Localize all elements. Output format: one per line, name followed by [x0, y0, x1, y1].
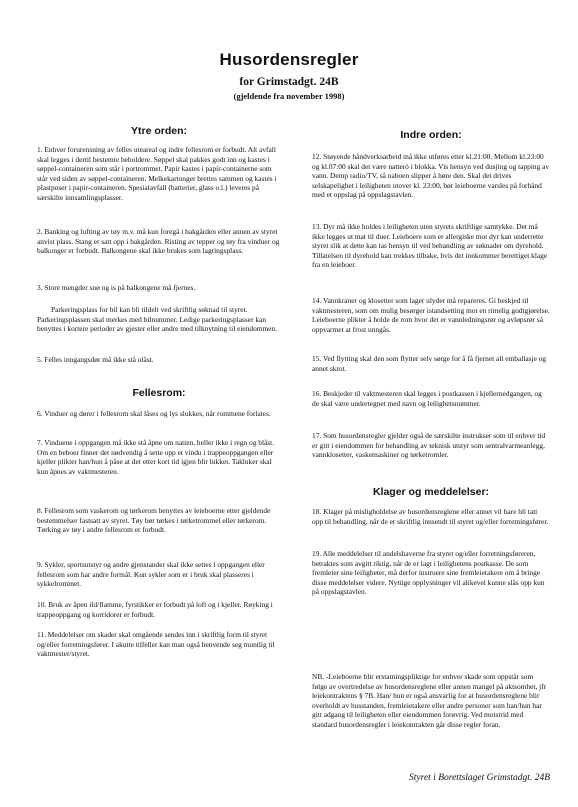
- rule-4: Parkeringsplass for bil kan bli tildelt ved skriftlig søknad til styret. Parkeringsplassen skal merkes med bilnummer. Ledige parkeringsplasser kan benyttes i kortere perioder av gjester eller andre med tilknytning til eiendommen.: [37, 305, 278, 334]
- rule-11: 11. Meddelelser om skader skal omgående sendes inn i skriftlig form til styret og/eller forretningsfører. I akutte tilfeller kan man også henvende seg muntlig til vaktmester/styret.: [37, 630, 275, 659]
- heading-fellesrom: Fellesrom:: [132, 387, 186, 399]
- rule-18: 18. Klager på misligholdelse av husordensreglene eller annet vil bare bli tatt opp til behandling, når de er skriftlig innsendt til styret og/eller forretningsfører.: [312, 507, 549, 526]
- rule-1: 1. Enhver forurensning av felles uteareal og indre fellesrom er forbudt. Alt avfall skal legges i dertil bestemte beholdere. Søppel skal pakkes godt inn og kastes i søppel-containeren som står i portrommet. Papir kastes i papir-containerne som står ved siden av søppel-containeren. Melkekartonger brettes sammen og kastes i plastposer i papir-containeren. Spesialavfall (batterier, glass o.l.) leveres på særskilte innsamlingsplasser.: [37, 145, 277, 202]
- rule-9: 9. Sykler, sportsutstyr og andre gjenstander skal ikke settes i oppgangen eller fellesrom som har andre formål. Kun sykler som er i bruk skal plasseres i sykkelrommet.: [37, 560, 265, 589]
- rule-14: 14. Vannkraner og klosetter som lager ulyder må repareres. Gi beskjed til vaktmesteren, som om mulig besørger istandsetting mot en rimelig godtgjørelse. Leieboerne plikter å holde de rom hvor det er vannledningsrør og avløpsrør så oppvarmet at frost unngås.: [312, 296, 550, 334]
- rule-17: 17. Som husordensregler gjelder også de særskilte instrukser som til enhver tid er gitt i eiendommen for behandling av teknisk utstyr som sentralvarmeanlegg, vannklosetter, vaskemaskiner og tørketromler.: [312, 431, 546, 460]
- nb-note: NB. -Leieboerne blir erstatningspliktige for enhver skade som oppstår som følge av overtredelse av husordensreglene eller annen mangel på aktsomhet, jfr leiekontraktens § 7B. Han/ hun er også ansvarlig for at husordensreglene blir overholdt av husstanden, fremleietakere eller andre personer som han/hun har gitt adgang til leiligheten eller eiendommen forøvrig. Ved motstrid med standard husordensregler i leiekontrakten går disse regler foran.: [312, 672, 547, 729]
- rule-12: 12. Støyende håndverksarbeid må ikke utføres etter kl.21:00. Mellom kl.23:00 og kl.07:00 skal det være natteró i blokka. Vis hensyn ved dusjing og tapping av vann. Demp radio/TV, så naboen slipper å høre den. Skal det drives selskapelighet i leiligheten utover kl. 23:00, bør leieboerne varsles på forhånd med et oppslag på oppslagstavlen.: [312, 152, 550, 200]
- rule-19: 19. Alle meddelelser til andelshaverne fra styret og/eller forretningsføreren, betraktes som avgitt riktig, når de er lagt i leilighetens postkasse. De som fremleier sine leiligheter, må derfor instruere sine fremleietakere om å bringe disse meddelelser videre. Nyttige opplysninger vil alikevel kunne slås opp kun på oppslagstavlen.: [312, 549, 545, 597]
- heading-indre-orden: Indre orden:: [400, 129, 462, 141]
- rule-6: 6. Vinduer og dører i fellesrom skal låses og lys slukkes, når rommene forlates.: [37, 409, 271, 418]
- footer-signature: Styret i Borettslaget Grimstadgt. 24B: [409, 773, 550, 783]
- validity-note: (gjeldende fra november 1998): [233, 91, 345, 101]
- heading-ytre-orden: Ytre orden:: [130, 125, 187, 137]
- rule-13: 13. Dyr må ikke holdes i leiligheten uten styrets skriftlige samtykke. Det må ikke legges ut mat til duer. Leieboere som er allergiske mot dyr kan underrette styret slik at dette kan tas hensyn til ved behandling av søknader om dyrehold. Tillatelsen til dyrehold kan trekkes tilbake, hvis det innkommer berettiget klage fra en leieboer.: [312, 222, 548, 270]
- rule-8: 8. Fellesrom som vaskerom og tørkerom benyttes av leieboerne etter gjeldende bestemmelser fastsatt av styret. Tøy bør tørkes i tørketrommel eller tørkerom. Tørking av tøy i andre fellesrom er forbudt.: [37, 506, 271, 535]
- rule-3: 3. Store mengder snø og is på balkongene må fjernes.: [37, 283, 196, 292]
- rule-2: 2. Banking og lufting av tøy m.v. må kun foregå i bakgården eller annen av styret anvist plass. Stang er satt opp i bakgården. Risting av tepper og tøy fra vinduer og balkonger er forbudt. Balkongene skal ikke brukes som lagringsplass.: [37, 227, 280, 256]
- document-title: Husordensregler: [219, 50, 359, 69]
- heading-klager: Klager og meddelelser:: [372, 486, 490, 498]
- rule-7: 7. Vinduene i oppgangen må ikke stå åpne om natten, heller ikke i regn og blåst. Om en beboer finner det nødvendig å sette opp et vindu i trappeoppgangen eller kjeller plikter han/hun å påse at det etter kort tid igjen blir lukket. Takluker skal kun åpnes av vaktmesteren.: [37, 438, 275, 476]
- rule-15: 15. Ved flytting skal den som flytter selv sørge for å få fjernet all emballasje og annet skrot.: [312, 354, 547, 373]
- rule-16: 16. Beskjeder til vaktmesteren skal legges i postkassen i kjellernedgangen, og de skal være undertegnet med navn og leilighetsnummer.: [312, 389, 542, 408]
- rule-10: 10. Bruk av åpen ild/flamme, fyrstikker er forbudt på loft og i kjeller. Røyking i trappeoppgang og korridorer er forbudt.: [37, 600, 273, 619]
- rule-5: 5. Felles inngangsdør må ikke stå ulåst.: [37, 355, 154, 364]
- document-subtitle: for Grimstadgt. 24B: [239, 76, 339, 88]
